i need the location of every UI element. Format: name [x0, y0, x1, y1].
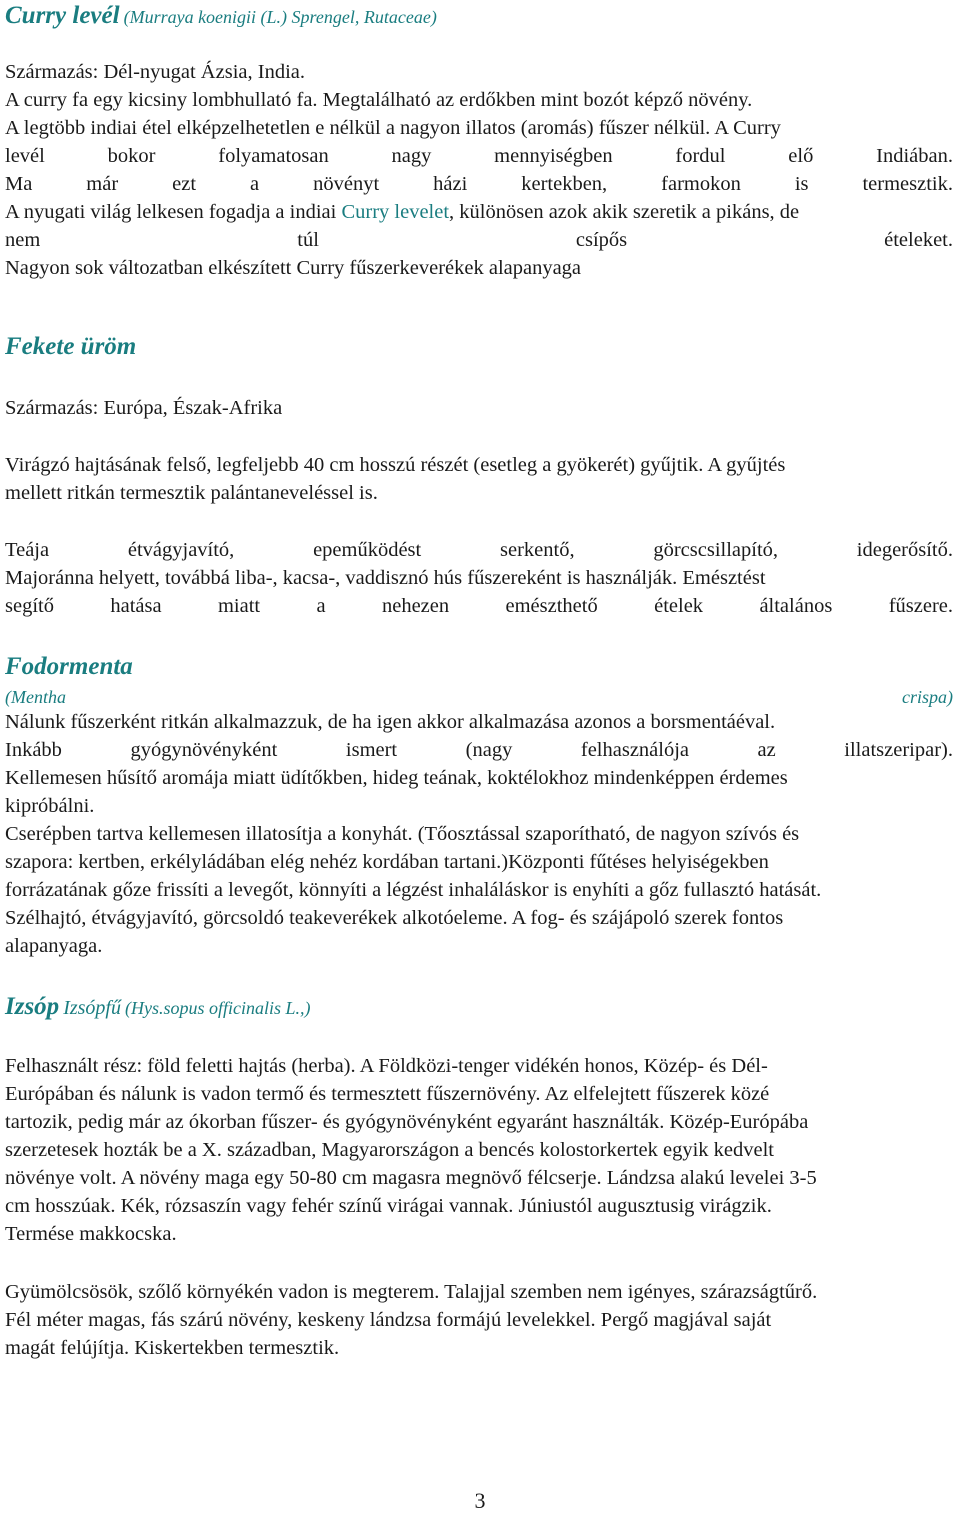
fodormenta-line-2: Inkább gyógynövényként ismert (nagy felhasználója az illatszeripar). — [5, 739, 953, 761]
fekete-heading — [5, 333, 953, 361]
page-number: 3 — [474, 1488, 486, 1513]
curry-title: Curry levél — [5, 2, 120, 29]
izsop-heading — [5, 993, 953, 1021]
curry-line-6 — [5, 198, 953, 226]
fodormenta-heading — [5, 653, 953, 681]
fekete-p2-line-2: Majoránna helyett, továbbá liba-, kacsa-, vaddisznó hús fűszereként is használják. Emésztést — [5, 567, 766, 589]
fodormenta-line-7: forrázatának gőze frissíti a levegőt, könnyíti a légzést inhaláláskor is enyhíti a gőz fullasztó hatását. — [5, 879, 822, 901]
izsop-p1-line-1: Felhasznált rész: föld feletti hajtás (herba). A Földközi-tenger vidékén honos, Közép- és Dél- — [5, 1055, 768, 1077]
curry-heading — [5, 2, 953, 30]
izsop-latin-name: (Hys.sopus officinalis L.,) — [124, 998, 311, 1018]
curry-line-6-pre: A nyugati világ lelkesen fogadja a indiai — [5, 201, 342, 223]
fodormenta-line-5: Cserépben tartva kellemesen illatosítja a konyhát. (Tőosztással szaporítható, de nagyon szívós és — [5, 823, 800, 845]
fekete-title: Fekete üröm — [5, 333, 137, 360]
curry-line-6-post: , különösen azok akik szeretik a pikáns, de — [449, 201, 800, 223]
fodormenta-latin-left: (Mentha — [5, 687, 66, 707]
curry-line-7: nem túl csípős ételeket. — [5, 229, 953, 251]
fodormenta-latin — [5, 683, 953, 711]
fodormenta-line-1: Nálunk fűszerként ritkán alkalmazzuk, de ha igen akkor alkalmazása azonos a borsmentáéval. — [5, 711, 776, 733]
izsop-p1-line-2: Európában és nálunk is vadon termő és termesztett fűszernövény. Az elfelejtett fűszerek közé — [5, 1083, 770, 1105]
fodormenta-line-9: alapanyaga. — [5, 935, 103, 957]
curry-latin-name: (Murraya koenigii (L.) Sprengel, Rutaceae) — [123, 7, 437, 27]
fekete-p2-line-1: Teája étvágyjavító, epeműködést serkentő, görcscsillapító, idegerősítő. — [5, 539, 953, 561]
izsop-p1-line-5: növénye volt. A növény maga egy 50-80 cm magasra megnövő félcserje. Lándzsa alakú levelei 3-5 — [5, 1167, 817, 1189]
izsop-p1-line-3: tartozik, pedig már az ókorban fűszer- és gyógynövényként egyaránt használták. Közép-Európába — [5, 1111, 809, 1133]
fekete-p2-line-3: segítő hatása miatt a nehezen emészthető ételek általános fűszere. — [5, 595, 953, 617]
fodormenta-line-8: Szélhajtó, étvágyjavító, görcsoldó teakeverékek alkotóeleme. A fog- és szájápoló szerek fontos — [5, 907, 784, 929]
izsop-p2-line-3: magát felújítja. Kiskertekben termesztik. — [5, 1337, 340, 1359]
fekete-origin: Származás: Európa, Észak-Afrika — [5, 397, 283, 419]
curry-line-5: Ma már ezt a növényt házi kertekben, farmokon is termesztik. — [5, 173, 953, 195]
fekete-p1-line-1: Virágzó hajtásának felső, legfeljebb 40 cm hosszú részét (esetleg a gyökerét) gyűjtik. A gyűjtés — [5, 454, 786, 476]
izsop-p1-line-7: Termése makkocska. — [5, 1223, 177, 1245]
izsop-title: Izsóp — [5, 993, 60, 1020]
izsop-p2-line-2: Fél méter magas, fás szárú növény, keskeny lándzsa formájú levelekkel. Pergő magjával saját — [5, 1309, 772, 1331]
fodormenta-line-4: kipróbálni. — [5, 795, 95, 817]
fodormenta-latin-right: crispa) — [902, 687, 953, 707]
fekete-p1-line-2: mellett ritkán termesztik palántaneveléssel is. — [5, 482, 378, 504]
fodormenta-line-6: szapora: kertben, erkélyládában elég nehéz kordában tartani.)Központi fűtéses helyiségekben — [5, 851, 769, 873]
curry-levelet-link[interactable]: Curry levelet — [341, 201, 450, 223]
izsop-p1-line-6: cm hosszúak. Kék, rózsaszín vagy fehér színű virágai vannak. Júniustól augusztusig virágzik. — [5, 1195, 772, 1217]
curry-line-3: A legtöbb indiai étel elképzelhetetlen e nélkül a nagyon illatos (aromás) fűszer nélkül. A Curry — [5, 117, 781, 139]
fodormenta-title: Fodormenta — [5, 653, 133, 680]
curry-line-8: Nagyon sok változatban elkészített Curry fűszerkeverékek alapanyaga — [5, 257, 582, 279]
fodormenta-line-3: Kellemesen hűsítő aromája miatt üdítőkben, hideg teának, koktélokhoz mindenképpen érdemes — [5, 767, 788, 789]
izsop-p1-line-4: szerzetesek hozták be a X. században, Magyarországon a bencés kolostorkertek egyik kedvelt — [5, 1139, 774, 1161]
izsop-p2-line-1: Gyümölcsösök, szőlő környékén vadon is megterem. Talajjal szemben nem igényes, szárazságtűrő. — [5, 1281, 818, 1303]
curry-line-1: Származás: Dél-nyugat Ázsia, India. — [5, 61, 305, 83]
curry-line-4: levél bokor folyamatosan nagy mennyiségben fordul elő Indiában. — [5, 145, 953, 167]
curry-line-2: A curry fa egy kicsiny lombhullató fa. Megtalálható az erdőkben mint bozót képző növény. — [5, 89, 753, 111]
izsop-subtitle: Izsópfű — [63, 997, 121, 1019]
